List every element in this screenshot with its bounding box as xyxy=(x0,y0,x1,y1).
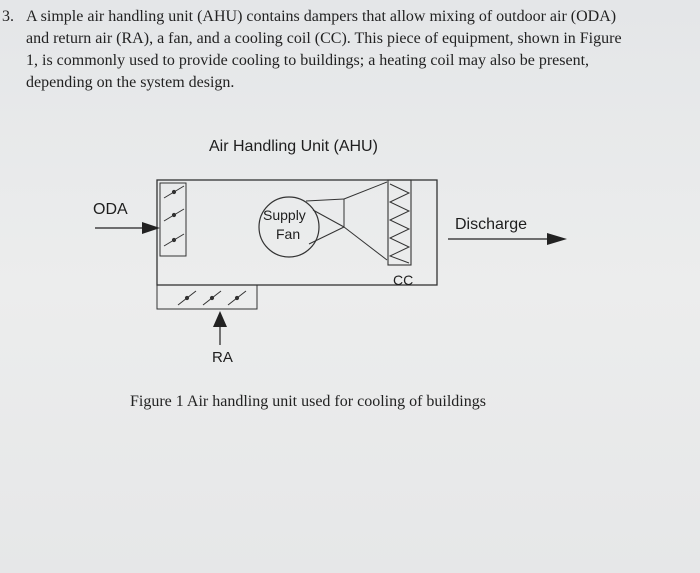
problem-line-3: 1, is commonly used to provide cooling to buildings; a heating coil may also be present, xyxy=(26,52,590,69)
outdoor-air-damper-blades xyxy=(164,186,184,246)
cooling-coil-zigzag xyxy=(390,184,409,263)
figure-caption: Figure 1 Air handling unit used for cooling of buildings xyxy=(130,393,486,410)
oda-label: ODA xyxy=(93,201,128,218)
problem-line-4: depending on the system design. xyxy=(26,74,235,91)
return-air-damper xyxy=(157,285,257,309)
problem-number: 3. xyxy=(2,8,14,25)
figure-title: Air Handling Unit (AHU) xyxy=(209,138,378,155)
problem-line-1: A simple air handling unit (AHU) contains dampers that allow mixing of outdoor air (ODA) xyxy=(26,8,617,25)
discharge-arrow xyxy=(448,233,567,245)
ra-label: RA xyxy=(212,349,233,366)
oda-arrow xyxy=(95,222,160,234)
ra-arrow xyxy=(213,311,227,345)
return-air-damper-blades xyxy=(178,291,246,305)
cc-label: CC xyxy=(393,272,414,288)
fan-label: Fan xyxy=(276,226,301,242)
discharge-label: Discharge xyxy=(455,216,528,233)
outdoor-air-damper xyxy=(160,183,186,256)
problem-line-2: and return air (RA), a fan, and a cooling coil (CC). This piece of equipment, shown in Figure xyxy=(26,30,622,47)
supply-label: Supply xyxy=(263,207,306,223)
